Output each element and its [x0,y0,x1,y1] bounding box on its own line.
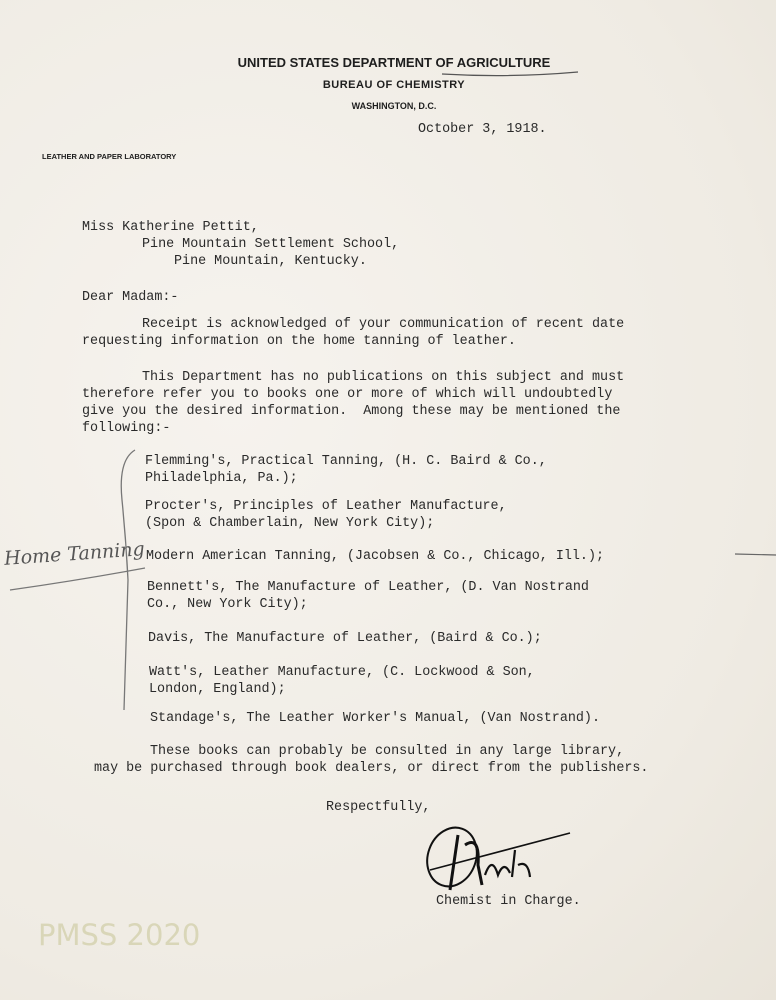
location-heading: WASHINGTON, D.C. [351,101,437,111]
watermark: PMSS 2020 [38,918,201,952]
book-item: London, England); [149,682,286,697]
underline-mark [440,68,580,78]
margin-note: Home Tanning [3,538,146,570]
department-heading: UNITED STATES DEPARTMENT OF AGRICULTURE [237,55,551,70]
paragraph-line: This Department has no publications on this subject and must [142,370,625,385]
book-item: (Spon & Chamberlain, New York City); [145,516,435,531]
recipient-line: Pine Mountain, Kentucky. [174,254,367,269]
book-item: Co., New York City); [147,597,308,612]
book-item: Modern American Tanning, (Jacobsen & Co., Chicago, Ill.); [146,549,605,564]
book-item: Davis, The Manufacture of Leather, (Baird & Co.); [148,631,542,646]
signature [420,815,580,895]
book-item: Bennett's, The Manufacture of Leather, (D. Van Nostrand [147,580,589,595]
margin-dash [735,550,776,558]
paragraph-line: give you the desired information. Among these may be mentioned the [82,404,621,419]
laboratory-label: LEATHER AND PAPER LABORATORY [42,152,177,161]
margin-bracket [0,440,160,740]
book-item: Standage's, The Leather Worker's Manual, (Van Nostrand). [150,711,600,726]
paragraph-line: These books can probably be consulted in any large library, [150,744,625,759]
book-item: Watt's, Leather Manufacture, (C. Lockwood & Son, [149,665,535,680]
paragraph-line: may be purchased through book dealers, or direct from the publishers. [94,761,649,776]
paragraph-line: therefore refer you to books one or more of which will undoubtedly [82,387,613,402]
salutation: Dear Madam:- [82,290,179,305]
letter-date: October 3, 1918. [418,122,547,137]
signer-title: Chemist in Charge. [436,894,581,909]
paragraph-line: Receipt is acknowledged of your communication of recent date [142,317,625,332]
recipient-line: Pine Mountain Settlement School, [142,237,400,252]
paragraph-line: requesting information on the home tanning of leather. [82,334,516,349]
valediction: Respectfully, [326,800,431,815]
bureau-heading: BUREAU OF CHEMISTRY [322,79,466,91]
recipient-line: Miss Katherine Pettit, [82,220,259,235]
paragraph-line: following:- [82,421,171,436]
book-item: Procter's, Principles of Leather Manufacture, [145,499,507,514]
book-item: Flemming's, Practical Tanning, (H. C. Baird & Co., [145,454,547,469]
book-item: Philadelphia, Pa.); [145,471,298,486]
